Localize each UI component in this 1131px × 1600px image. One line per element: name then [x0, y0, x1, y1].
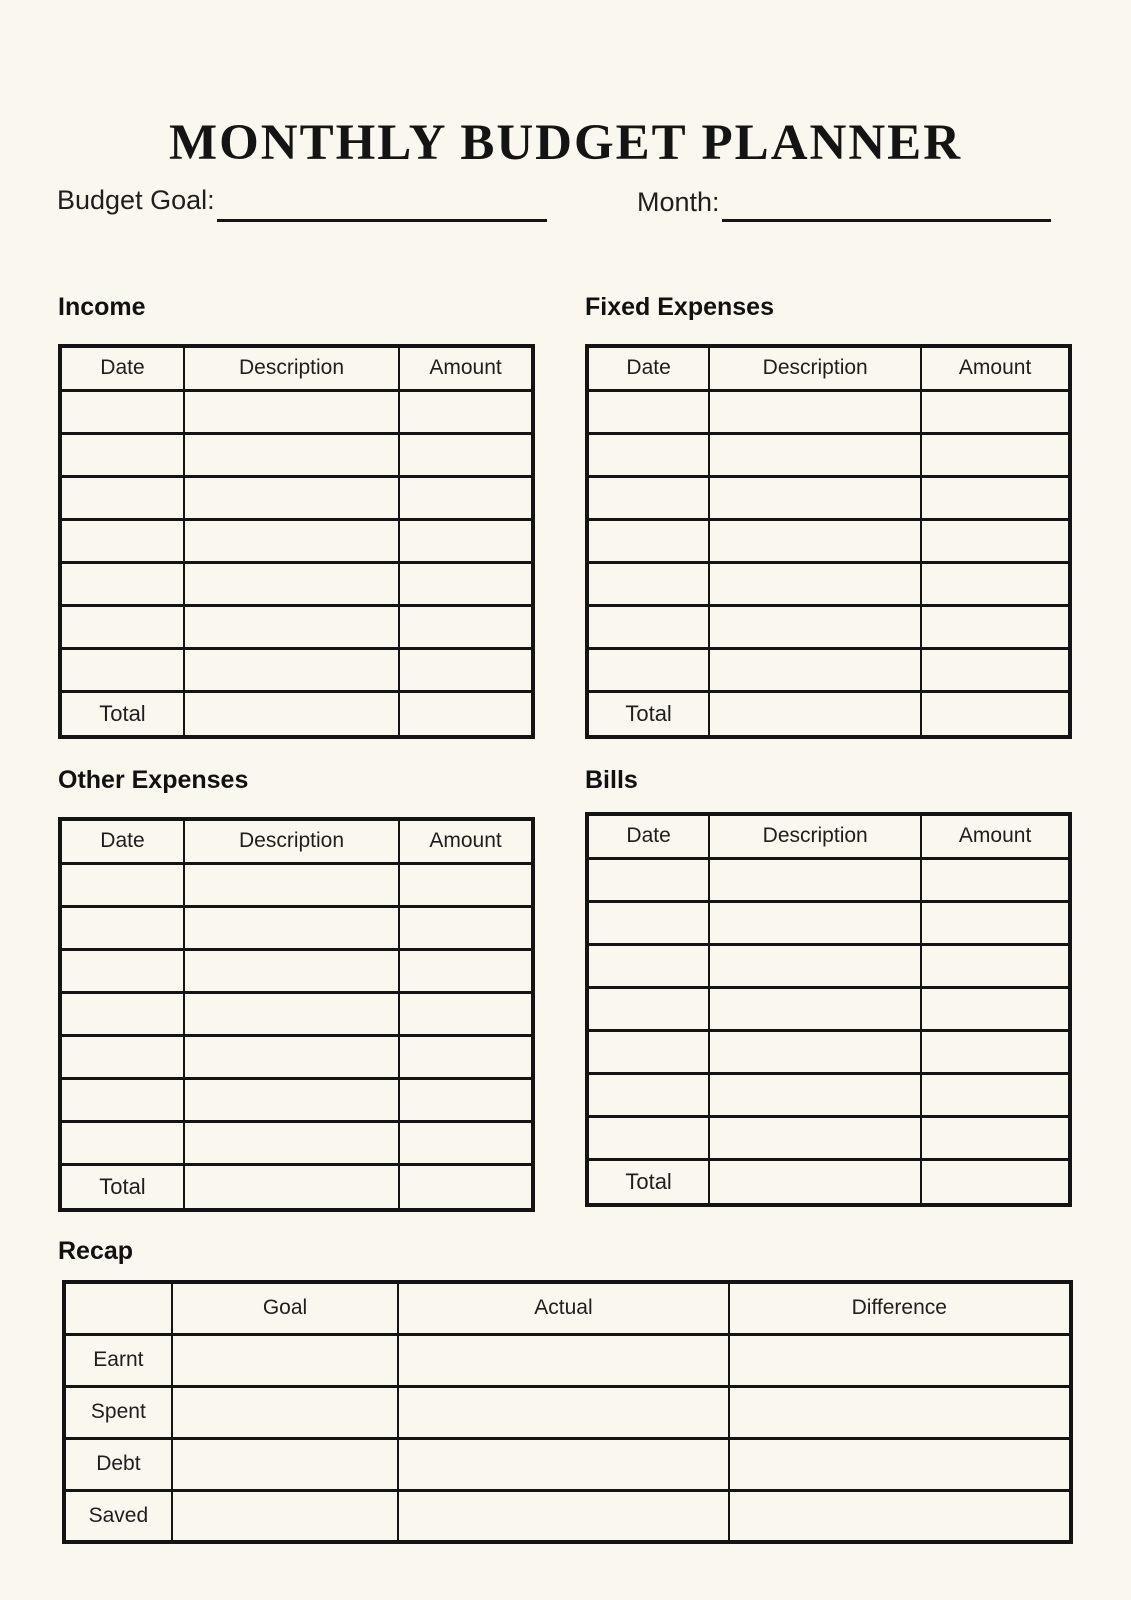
empty-cell[interactable]: [587, 433, 709, 476]
empty-cell[interactable]: [60, 519, 184, 562]
recap-earnt-actual-cell[interactable]: [398, 1334, 728, 1386]
month-fill-line[interactable]: [722, 219, 1051, 222]
empty-cell[interactable]: [184, 1035, 399, 1078]
income-date-header: Date: [60, 346, 184, 390]
empty-cell[interactable]: [60, 906, 184, 949]
empty-row: [60, 1035, 533, 1078]
empty-cell[interactable]: [921, 1073, 1070, 1116]
empty-cell[interactable]: [709, 476, 921, 519]
recap-section-title: Recap: [58, 1237, 134, 1265]
recap-saved-goal-cell[interactable]: [172, 1490, 399, 1542]
empty-cell[interactable]: [184, 949, 399, 992]
empty-cell[interactable]: [709, 944, 921, 987]
empty-row: [587, 901, 1070, 944]
empty-cell[interactable]: [399, 562, 533, 605]
recap-header-row: [64, 1282, 1071, 1334]
bills-total-amount-cell[interactable]: [921, 1159, 1070, 1205]
fixed-expenses-section-title: Fixed Expenses: [585, 293, 774, 321]
empty-cell[interactable]: [921, 433, 1070, 476]
recap-spent-difference-cell[interactable]: [729, 1386, 1071, 1438]
recap-row-earnt: [64, 1334, 1071, 1386]
empty-cell[interactable]: [399, 476, 533, 519]
empty-cell[interactable]: [587, 605, 709, 648]
other-expenses-date-header: Date: [60, 819, 184, 863]
empty-row: [587, 476, 1070, 519]
other-expenses-section-title: Other Expenses: [58, 766, 249, 794]
income-header-row: [60, 346, 533, 390]
empty-row: [587, 1073, 1070, 1116]
budget-goal-fill-line[interactable]: [217, 219, 547, 222]
empty-cell[interactable]: [184, 519, 399, 562]
empty-cell[interactable]: [587, 901, 709, 944]
empty-cell[interactable]: [921, 519, 1070, 562]
other-expenses-total-amount-cell[interactable]: [399, 1164, 533, 1210]
bills-date-header: Date: [587, 814, 709, 858]
empty-cell[interactable]: [399, 390, 533, 433]
empty-row: [60, 562, 533, 605]
recap-debt-difference-cell[interactable]: [729, 1438, 1071, 1490]
empty-row: [60, 476, 533, 519]
empty-row: [60, 390, 533, 433]
recap-earnt-label: Earnt: [64, 1334, 172, 1386]
empty-cell[interactable]: [587, 519, 709, 562]
income-total-description-cell[interactable]: [184, 691, 399, 737]
other-expenses-description-header: Description: [184, 819, 399, 863]
empty-cell[interactable]: [60, 476, 184, 519]
empty-cell[interactable]: [587, 648, 709, 691]
empty-cell[interactable]: [60, 605, 184, 648]
other-expenses-header-row: [60, 819, 533, 863]
empty-cell[interactable]: [709, 648, 921, 691]
empty-cell[interactable]: [184, 605, 399, 648]
empty-row: [60, 992, 533, 1035]
recap-debt-goal-cell[interactable]: [172, 1438, 399, 1490]
empty-cell[interactable]: [184, 1121, 399, 1164]
empty-cell[interactable]: [709, 1073, 921, 1116]
empty-cell[interactable]: [921, 1116, 1070, 1159]
fixed-expenses-table: [585, 344, 1072, 739]
empty-cell[interactable]: [587, 1116, 709, 1159]
empty-cell[interactable]: [60, 648, 184, 691]
empty-cell[interactable]: [399, 648, 533, 691]
recap-difference-header: Difference: [729, 1282, 1071, 1334]
fixed-expenses-date-header: Date: [587, 346, 709, 390]
recap-corner-cell: [64, 1282, 172, 1334]
empty-cell[interactable]: [587, 944, 709, 987]
empty-cell[interactable]: [60, 949, 184, 992]
empty-cell[interactable]: [587, 1073, 709, 1116]
empty-cell[interactable]: [587, 476, 709, 519]
bills-section-title: Bills: [585, 766, 638, 794]
fixed-expenses-amount-header: Amount: [921, 346, 1070, 390]
recap-saved-actual-cell[interactable]: [398, 1490, 728, 1542]
income-amount-header: Amount: [399, 346, 533, 390]
fixed-expenses-total-description-cell[interactable]: [709, 691, 921, 737]
empty-cell[interactable]: [399, 519, 533, 562]
empty-cell[interactable]: [921, 562, 1070, 605]
empty-row: [60, 863, 533, 906]
empty-cell[interactable]: [709, 1030, 921, 1073]
recap-saved-difference-cell[interactable]: [729, 1490, 1071, 1542]
recap-saved-label: Saved: [64, 1490, 172, 1542]
recap-goal-header: Goal: [172, 1282, 399, 1334]
empty-cell[interactable]: [709, 433, 921, 476]
empty-cell[interactable]: [60, 992, 184, 1035]
recap-spent-label: Spent: [64, 1386, 172, 1438]
empty-cell[interactable]: [184, 992, 399, 1035]
empty-cell[interactable]: [709, 901, 921, 944]
empty-cell[interactable]: [60, 1078, 184, 1121]
empty-cell[interactable]: [184, 476, 399, 519]
other-expenses-total-label: Total: [60, 1164, 184, 1210]
empty-cell[interactable]: [709, 605, 921, 648]
fixed-expenses-header-row: [587, 346, 1070, 390]
empty-cell[interactable]: [709, 519, 921, 562]
income-total-label: Total: [60, 691, 184, 737]
empty-row: [60, 433, 533, 476]
empty-row: [587, 987, 1070, 1030]
recap-table: [62, 1280, 1073, 1544]
page-title: MONTHLY BUDGET PLANNER: [168, 115, 963, 172]
empty-cell[interactable]: [921, 901, 1070, 944]
empty-cell[interactable]: [60, 863, 184, 906]
empty-cell[interactable]: [921, 858, 1070, 901]
budget-goal-label: Budget Goal:: [57, 185, 215, 215]
empty-row: [587, 1116, 1070, 1159]
other-expenses-amount-header: Amount: [399, 819, 533, 863]
empty-cell[interactable]: [60, 1121, 184, 1164]
empty-cell[interactable]: [60, 390, 184, 433]
income-total-row: [60, 691, 533, 737]
bills-amount-header: Amount: [921, 814, 1070, 858]
empty-cell[interactable]: [399, 992, 533, 1035]
month-label: Month:: [637, 187, 720, 217]
empty-cell[interactable]: [399, 863, 533, 906]
other-expenses-total-description-cell[interactable]: [184, 1164, 399, 1210]
fixed-expenses-total-row: [587, 691, 1070, 737]
empty-cell[interactable]: [587, 1030, 709, 1073]
empty-cell[interactable]: [587, 858, 709, 901]
empty-row: [587, 605, 1070, 648]
bills-description-header: Description: [709, 814, 921, 858]
bills-table: [585, 812, 1072, 1207]
empty-cell[interactable]: [60, 562, 184, 605]
empty-cell[interactable]: [184, 863, 399, 906]
empty-cell[interactable]: [921, 648, 1070, 691]
empty-cell[interactable]: [184, 906, 399, 949]
empty-cell[interactable]: [399, 906, 533, 949]
income-section-title: Income: [58, 293, 146, 321]
empty-cell[interactable]: [709, 390, 921, 433]
empty-cell[interactable]: [587, 390, 709, 433]
empty-cell[interactable]: [184, 433, 399, 476]
empty-cell[interactable]: [184, 648, 399, 691]
recap-row-spent: [64, 1386, 1071, 1438]
empty-cell[interactable]: [921, 944, 1070, 987]
empty-cell[interactable]: [399, 605, 533, 648]
recap-spent-goal-cell[interactable]: [172, 1386, 399, 1438]
empty-cell[interactable]: [399, 949, 533, 992]
empty-cell[interactable]: [921, 605, 1070, 648]
empty-row: [587, 519, 1070, 562]
bills-total-label: Total: [587, 1159, 709, 1205]
recap-debt-actual-cell[interactable]: [398, 1438, 728, 1490]
recap-actual-header: Actual: [398, 1282, 728, 1334]
empty-cell[interactable]: [399, 1121, 533, 1164]
empty-row: [60, 648, 533, 691]
empty-cell[interactable]: [60, 433, 184, 476]
bills-header-row: [587, 814, 1070, 858]
empty-cell[interactable]: [399, 1035, 533, 1078]
empty-row: [587, 648, 1070, 691]
empty-cell[interactable]: [60, 1035, 184, 1078]
empty-cell[interactable]: [184, 1078, 399, 1121]
income-total-amount-cell[interactable]: [399, 691, 533, 737]
empty-cell[interactable]: [709, 858, 921, 901]
empty-row: [587, 390, 1070, 433]
empty-row: [587, 1030, 1070, 1073]
fixed-expenses-total-label: Total: [587, 691, 709, 737]
empty-cell[interactable]: [399, 433, 533, 476]
empty-cell[interactable]: [184, 562, 399, 605]
other-expenses-table: [58, 817, 535, 1212]
empty-row: [60, 1121, 533, 1164]
empty-cell[interactable]: [709, 562, 921, 605]
empty-cell[interactable]: [587, 562, 709, 605]
empty-row: [587, 944, 1070, 987]
empty-cell[interactable]: [921, 390, 1070, 433]
empty-row: [60, 906, 533, 949]
empty-row: [60, 605, 533, 648]
empty-row: [60, 949, 533, 992]
empty-cell[interactable]: [399, 1078, 533, 1121]
empty-cell[interactable]: [184, 390, 399, 433]
recap-debt-label: Debt: [64, 1438, 172, 1490]
bills-total-row: [587, 1159, 1070, 1205]
income-table: [58, 344, 535, 739]
bills-total-description-cell[interactable]: [709, 1159, 921, 1205]
empty-row: [60, 519, 533, 562]
empty-row: [60, 1078, 533, 1121]
recap-spent-actual-cell[interactable]: [398, 1386, 728, 1438]
fixed-expenses-description-header: Description: [709, 346, 921, 390]
empty-row: [587, 433, 1070, 476]
empty-cell[interactable]: [921, 987, 1070, 1030]
empty-cell[interactable]: [921, 476, 1070, 519]
empty-row: [587, 562, 1070, 605]
empty-cell[interactable]: [921, 1030, 1070, 1073]
income-description-header: Description: [184, 346, 399, 390]
fixed-expenses-total-amount-cell[interactable]: [921, 691, 1070, 737]
recap-row-saved: [64, 1490, 1071, 1542]
empty-row: [587, 858, 1070, 901]
recap-earnt-goal-cell[interactable]: [172, 1334, 399, 1386]
empty-cell[interactable]: [709, 987, 921, 1030]
empty-cell[interactable]: [587, 987, 709, 1030]
recap-earnt-difference-cell[interactable]: [729, 1334, 1071, 1386]
recap-row-debt: [64, 1438, 1071, 1490]
other-expenses-total-row: [60, 1164, 533, 1210]
empty-cell[interactable]: [709, 1116, 921, 1159]
